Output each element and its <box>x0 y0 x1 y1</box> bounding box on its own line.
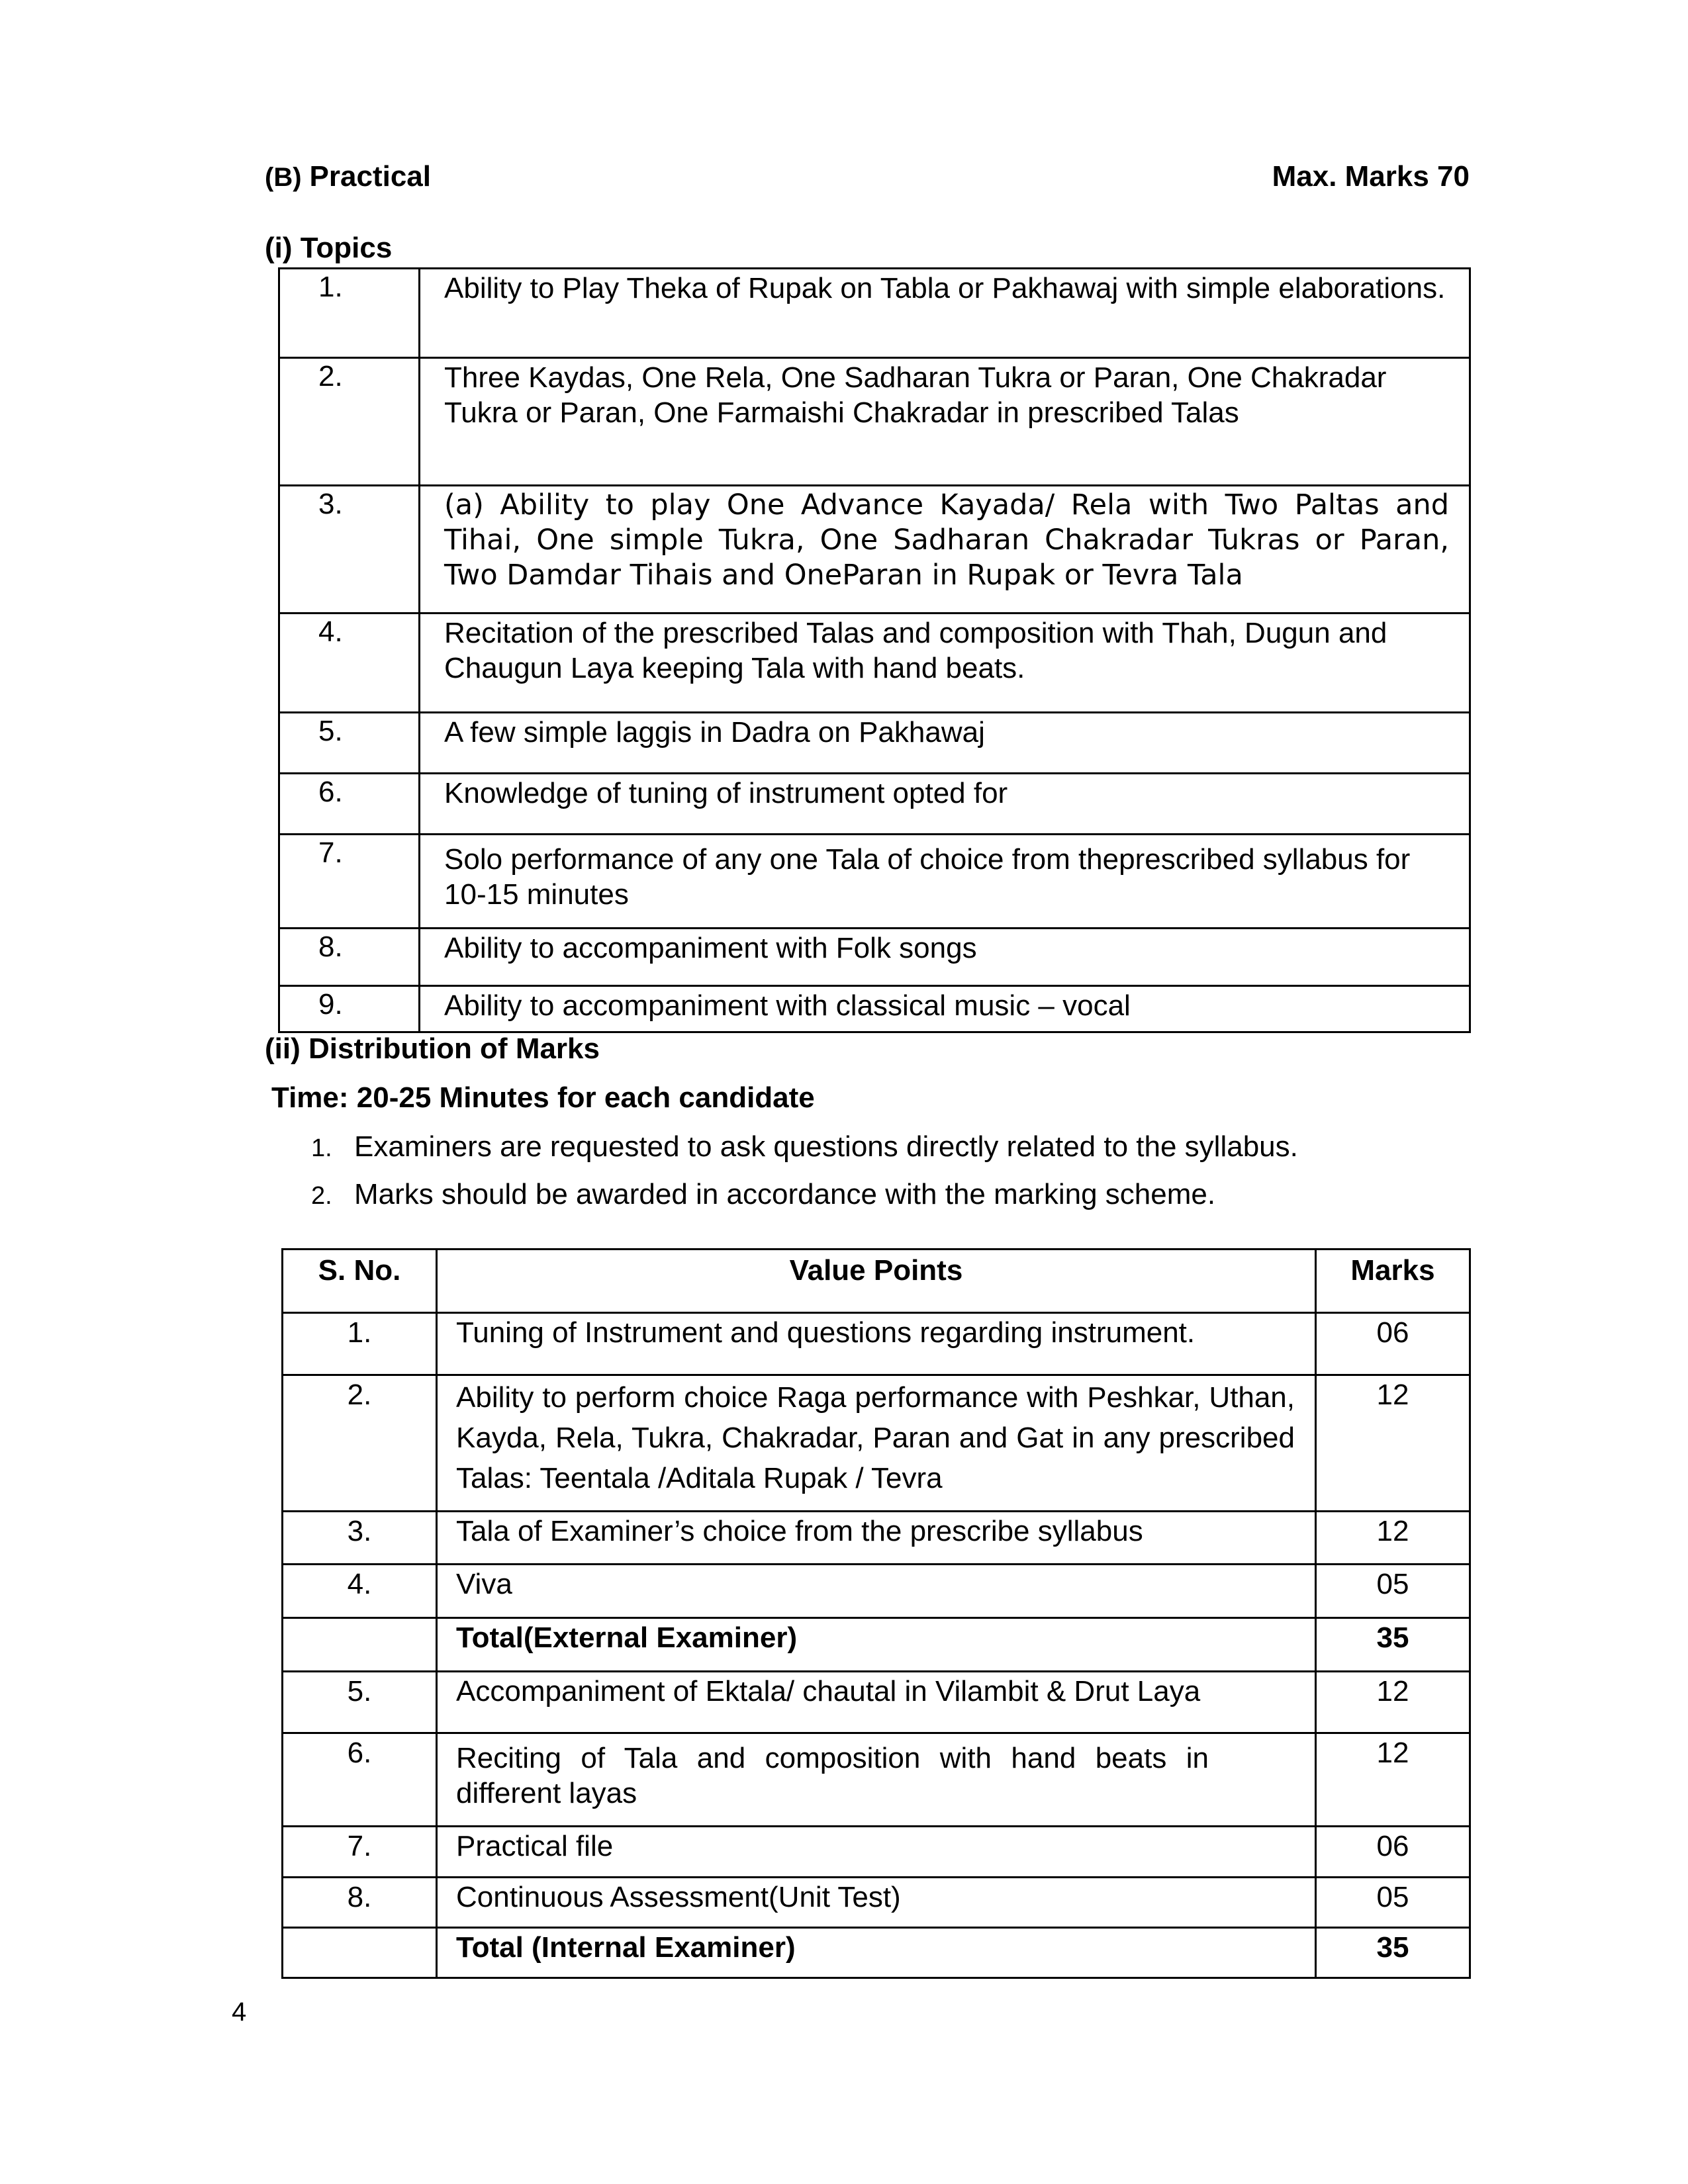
topic-number: 8. <box>279 929 420 986</box>
instruction-number: 1. <box>311 1134 332 1162</box>
table-row <box>283 1928 1470 1978</box>
row-marks: 06 <box>1316 1313 1470 1375</box>
table-row <box>283 1618 1470 1672</box>
table-row <box>279 269 1470 358</box>
topic-number: 3. <box>279 486 420 614</box>
table-row <box>279 713 1470 774</box>
row-value-point: Continuous Assessment(Unit Test) <box>437 1878 1316 1928</box>
table-row <box>279 929 1470 986</box>
instruction-number: 2. <box>311 1182 332 1210</box>
row-sno: 2. <box>283 1375 437 1512</box>
row-marks: 35 <box>1316 1928 1470 1978</box>
row-sno: 3. <box>283 1512 437 1565</box>
row-sno <box>283 1618 437 1672</box>
table-row <box>279 358 1470 486</box>
table-row <box>283 1565 1470 1618</box>
topic-number: 5. <box>279 713 420 774</box>
topic-text: Ability to accompaniment with Folk songs <box>420 929 1470 986</box>
time-note: Time: 20-25 Minutes for each candidate <box>271 1081 815 1114</box>
table-row <box>279 774 1470 835</box>
instruction-text: Examiners are requested to ask questions directly related to the syllabus. <box>354 1130 1298 1163</box>
row-marks: 06 <box>1316 1827 1470 1878</box>
topic-text: (a) Ability to play One Advance Kayada/ Rela with Two Paltas and Tihai, One simple Tukra, One Sadharan Chakradar Tukras or Paran, Two Damdar Tihais and OneParan in Rupak or Tevra Tala <box>420 486 1470 614</box>
topic-text: A few simple laggis in Dadra on Pakhawaj <box>420 713 1470 774</box>
table-row <box>279 835 1470 929</box>
row-marks: 05 <box>1316 1565 1470 1618</box>
topic-text: Ability to accompaniment with classical music – vocal <box>420 986 1470 1032</box>
row-value-point: Total(External Examiner) <box>437 1618 1316 1672</box>
topic-text: Three Kaydas, One Rela, One Sadharan Tukra or Paran, One Chakradar Tukra or Paran, One Farmaishi Chakradar in prescribed Talas <box>420 358 1470 486</box>
topics-heading: (i) Topics <box>265 232 393 264</box>
topic-text: Ability to Play Theka of Rupak on Tabla or Pakhawaj with simple elaborations. <box>420 269 1470 358</box>
row-marks: 05 <box>1316 1878 1470 1928</box>
page-number: 4 <box>232 1997 247 2026</box>
row-marks: 12 <box>1316 1733 1470 1827</box>
row-sno: 6. <box>283 1733 437 1827</box>
topic-number: 7. <box>279 835 420 929</box>
table-row <box>283 1512 1470 1565</box>
row-value-point: Tala of Examiner’s choice from the prescribe syllabus <box>437 1512 1316 1565</box>
instruction-item <box>311 1178 1215 1211</box>
instruction-item <box>311 1130 1298 1163</box>
table-row <box>279 486 1470 614</box>
max-marks: Max. Marks 70 <box>1272 160 1470 193</box>
header-marks: Marks <box>1316 1250 1470 1313</box>
row-marks: 35 <box>1316 1618 1470 1672</box>
topic-number: 6. <box>279 774 420 835</box>
topic-number: 2. <box>279 358 420 486</box>
table-row <box>279 986 1470 1032</box>
row-value-point: Total (Internal Examiner) <box>437 1928 1316 1978</box>
row-value-point: Reciting of Tala and composition with hand beats in different layas <box>437 1733 1316 1827</box>
section-heading <box>265 160 431 193</box>
section-title: Practical <box>309 160 431 193</box>
row-value-point: Practical file <box>437 1827 1316 1878</box>
instruction-text: Marks should be awarded in accordance with the marking scheme. <box>354 1178 1216 1210</box>
marks-table <box>281 1248 1471 1979</box>
table-row <box>283 1827 1470 1878</box>
row-value-point: Viva <box>437 1565 1316 1618</box>
topic-number: 9. <box>279 986 420 1032</box>
table-row <box>283 1733 1470 1827</box>
table-row <box>283 1313 1470 1375</box>
topic-text: Recitation of the prescribed Talas and composition with Thah, Dugun and Chaugun Laya keeping Tala with hand beats. <box>420 614 1470 713</box>
table-row <box>283 1672 1470 1733</box>
topic-number: 4. <box>279 614 420 713</box>
row-sno: 7. <box>283 1827 437 1878</box>
row-sno <box>283 1928 437 1978</box>
row-value-point: Tuning of Instrument and questions regarding instrument. <box>437 1313 1316 1375</box>
topics-table <box>278 267 1471 1033</box>
row-marks: 12 <box>1316 1672 1470 1733</box>
topic-text: Knowledge of tuning of instrument opted for <box>420 774 1470 835</box>
topic-number: 1. <box>279 269 420 358</box>
table-row <box>283 1878 1470 1928</box>
row-value-point: Accompaniment of Ektala/ chautal in Vilambit & Drut Laya <box>437 1672 1316 1733</box>
table-row <box>279 614 1470 713</box>
row-sno: 4. <box>283 1565 437 1618</box>
distribution-heading: (ii) Distribution of Marks <box>265 1032 600 1065</box>
header-sno: S. No. <box>283 1250 437 1313</box>
row-sno: 5. <box>283 1672 437 1733</box>
row-sno: 8. <box>283 1878 437 1928</box>
row-marks: 12 <box>1316 1375 1470 1512</box>
header-value-points: Value Points <box>437 1250 1316 1313</box>
row-marks: 12 <box>1316 1512 1470 1565</box>
row-sno: 1. <box>283 1313 437 1375</box>
section-letter: (B) <box>265 163 302 192</box>
row-value-point: Ability to perform choice Raga performance with Peshkar, Uthan, Kayda, Rela, Tukra, Chakradar, Paran and Gat in any prescribed Talas: Teentala /Aditala Rupak / Tevra <box>437 1375 1316 1512</box>
topic-text: Solo performance of any one Tala of choice from theprescribed syllabus for 10-15 minutes <box>420 835 1470 929</box>
table-row <box>283 1375 1470 1512</box>
table-header-row <box>283 1250 1470 1313</box>
